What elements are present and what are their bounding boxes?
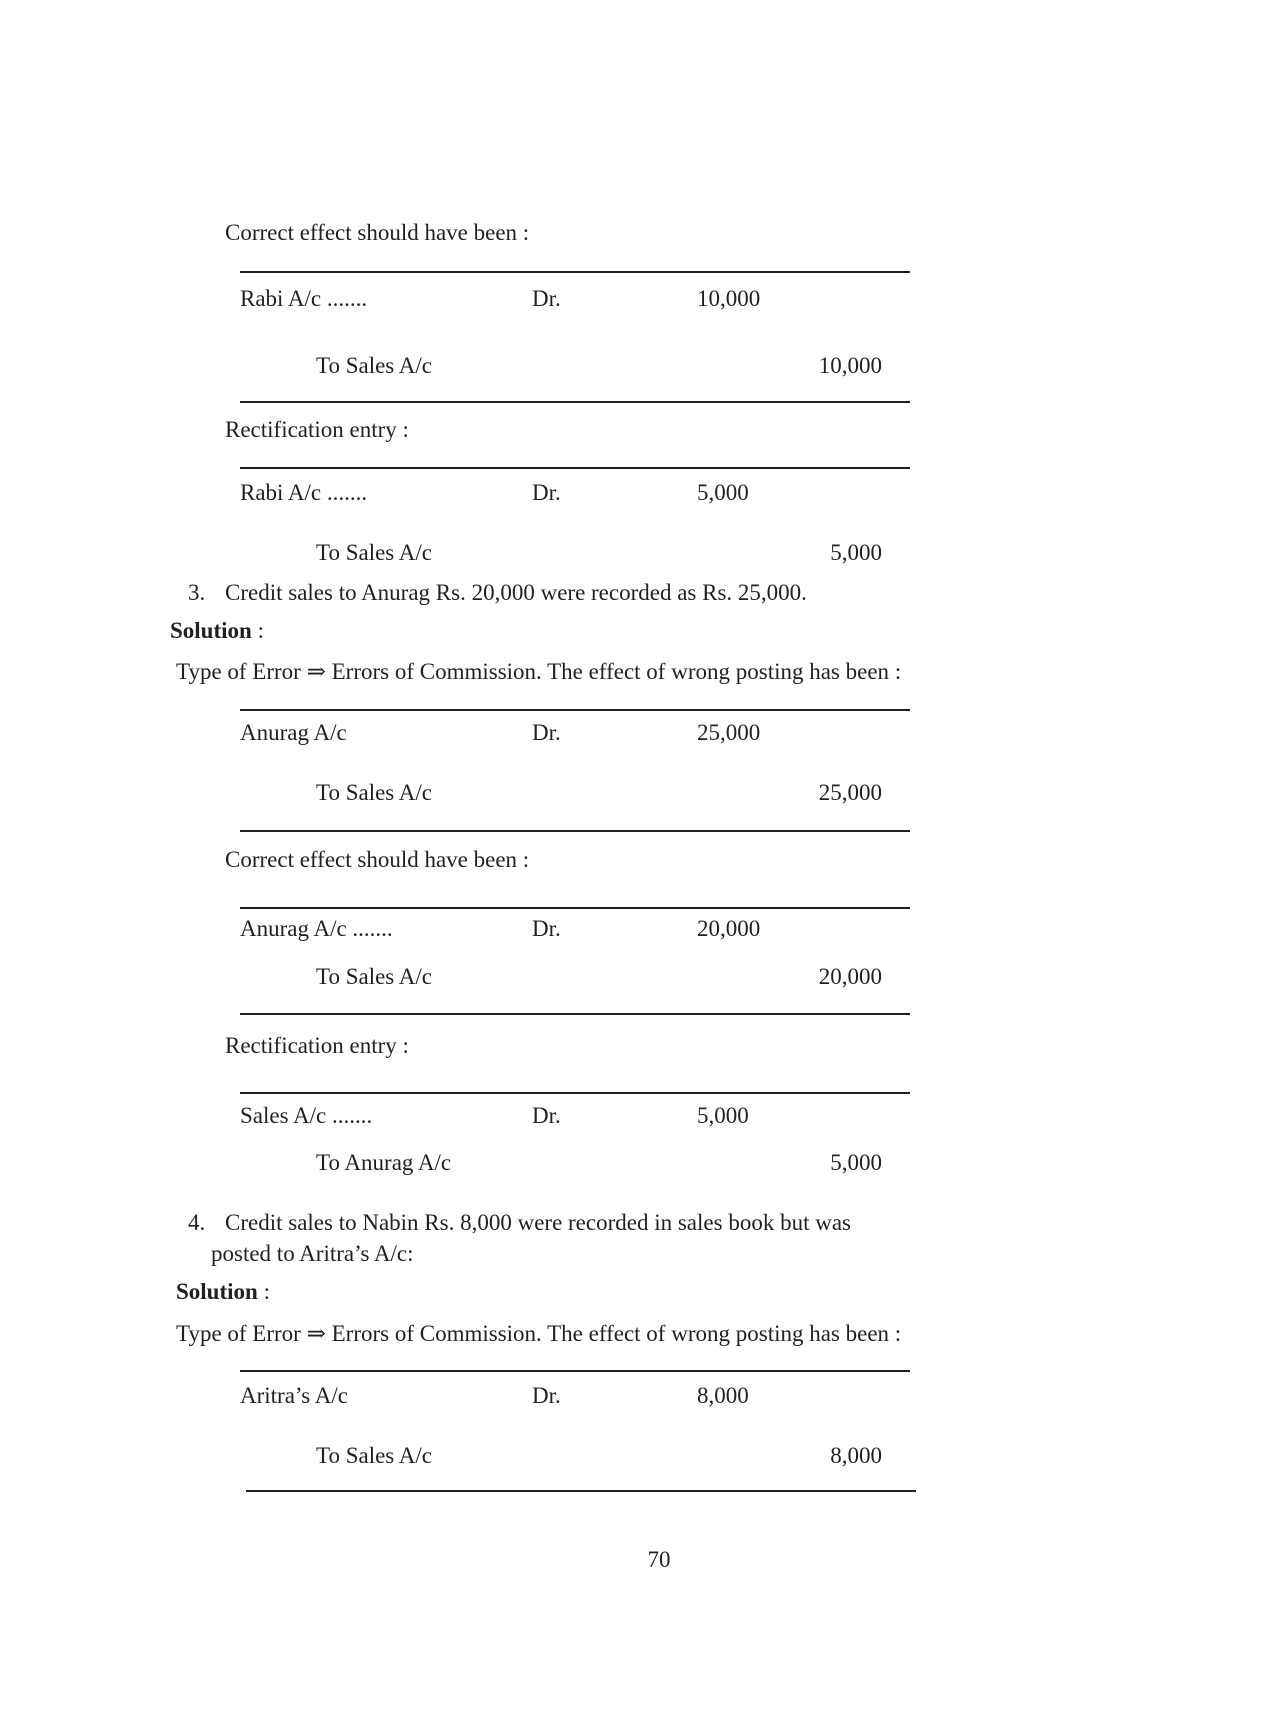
- question-text-line2: posted to Aritra’s A/c:: [211, 1241, 414, 1266]
- question-text-line1: Credit sales to Nabin Rs. 8,000 were recorded in sales book but was: [225, 1210, 851, 1235]
- credit-account: To Anurag A/c: [316, 1150, 452, 1175]
- dr-label: Dr.: [532, 720, 561, 745]
- table-rule-top: [240, 467, 910, 469]
- table-rule-top: [240, 271, 910, 273]
- credit-amount: 25,000: [818, 780, 882, 805]
- table-rule-top: [240, 709, 910, 711]
- solution-colon: :: [263, 1279, 270, 1304]
- table-rule-bottom: [240, 830, 910, 832]
- credit-account: To Sales A/c: [316, 964, 432, 989]
- solution-colon: :: [257, 618, 264, 643]
- table-rule-bottom: [246, 1490, 916, 1492]
- credit-amount: 8,000: [830, 1443, 882, 1468]
- dr-label: Dr.: [532, 916, 561, 941]
- debit-amount: 25,000: [697, 720, 761, 745]
- debit-account: Sales A/c .......: [240, 1103, 373, 1128]
- error-type-line: Type of Error ⇒ Errors of Commission. The effect of wrong posting has been :: [176, 1321, 902, 1346]
- rectification-heading: Rectification entry :: [225, 417, 409, 442]
- debit-account: Anurag A/c .......: [240, 916, 393, 941]
- debit-account: Aritra’s A/c: [240, 1383, 348, 1408]
- debit-account: Anurag A/c: [240, 720, 347, 745]
- dr-label: Dr.: [532, 1103, 561, 1128]
- debit-amount: 5,000: [697, 1103, 749, 1128]
- debit-account: Rabi A/c .......: [240, 286, 368, 311]
- correct-effect-heading: Correct effect should have been :: [225, 220, 530, 245]
- credit-amount: 5,000: [830, 540, 882, 565]
- solution-heading: [176, 1280, 270, 1303]
- table-rule-top: [240, 1370, 910, 1372]
- table-rule-bottom: [240, 1013, 910, 1015]
- credit-account: To Sales A/c: [316, 1443, 432, 1468]
- rectification-heading: Rectification entry :: [225, 1033, 409, 1058]
- table-rule-top: [240, 907, 910, 909]
- debit-amount: 5,000: [697, 480, 749, 505]
- debit-account: Rabi A/c .......: [240, 480, 368, 505]
- question-text: Credit sales to Anurag Rs. 20,000 were recorded as Rs. 25,000.: [225, 580, 807, 605]
- page-number: 70: [647, 1547, 671, 1572]
- table-rule-bottom: [240, 401, 910, 403]
- dr-label: Dr.: [532, 480, 561, 505]
- table-rule-top: [240, 1092, 910, 1094]
- solution-label: Solution: [170, 618, 252, 643]
- solution-heading: [170, 619, 264, 642]
- debit-amount: 10,000: [697, 286, 761, 311]
- dr-label: Dr.: [532, 286, 561, 311]
- credit-amount: 5,000: [830, 1150, 882, 1175]
- error-type-line: Type of Error ⇒ Errors of Commission. The effect of wrong posting has been :: [176, 659, 902, 684]
- correct-effect-heading: Correct effect should have been :: [225, 847, 530, 872]
- credit-amount: 20,000: [818, 964, 882, 989]
- credit-account: To Sales A/c: [316, 353, 432, 378]
- credit-account: To Sales A/c: [316, 780, 432, 805]
- question-number: 3.: [188, 580, 206, 605]
- debit-amount: 20,000: [697, 916, 761, 941]
- dr-label: Dr.: [532, 1383, 561, 1408]
- credit-amount: 10,000: [818, 353, 882, 378]
- credit-account: To Sales A/c: [316, 540, 432, 565]
- debit-amount: 8,000: [697, 1383, 749, 1408]
- solution-label: Solution: [176, 1279, 258, 1304]
- question-number: 4.: [188, 1210, 206, 1235]
